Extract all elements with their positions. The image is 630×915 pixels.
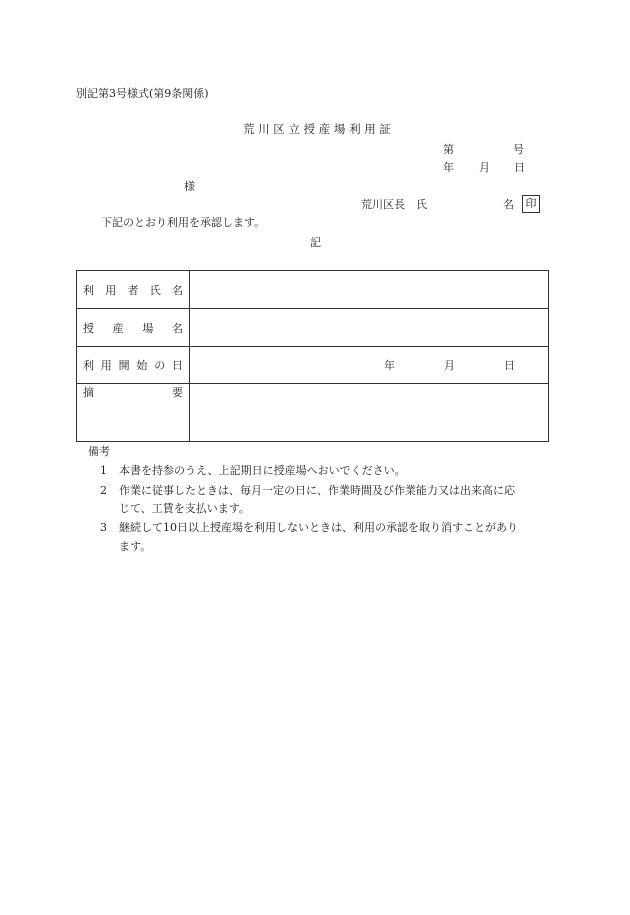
addressee-suffix: 様 [184, 180, 195, 193]
issue-date-year: 年 [443, 161, 454, 174]
start-date-month: 月 [444, 359, 455, 372]
table-row [77, 271, 549, 309]
table-row [77, 384, 549, 442]
row-label-facility-name: 授 産 場 名 [77, 309, 190, 347]
note-text: 継続して10日以上授産場を利用しないときは、利用の承認を取り消すことがあり [119, 521, 518, 534]
seal-box: 印 [522, 195, 540, 213]
ki-mark: 記 [310, 236, 321, 249]
note-number: 1 [100, 464, 107, 477]
row-label-remarks: 摘 要 [77, 384, 190, 442]
notes-heading: 備考 [88, 445, 110, 458]
note-text: ます。 [119, 540, 152, 553]
note-text: じて、工賃を支払います。 [119, 502, 250, 515]
start-date-field[interactable] [190, 347, 549, 384]
table-row [77, 347, 549, 384]
number-suffix: 号 [513, 143, 524, 156]
form-reference: 別記第3号様式(第9条関係) [76, 87, 209, 100]
row-label-start-date: 利 用 開 始 の 日 [77, 347, 190, 384]
page-title: 荒 川 区 立 授 産 場 利 用 証 [243, 122, 391, 136]
note-text: 作業に従事したときは、毎月一定の日に、作業時間及び作業能力又は出来高に応 [119, 484, 515, 497]
note-number: 2 [100, 484, 107, 497]
start-date-year: 年 [384, 359, 395, 372]
remarks-field[interactable] [190, 384, 549, 442]
number-prefix: 第 [443, 143, 454, 156]
usage-form-table [76, 270, 549, 442]
start-date-day: 日 [504, 359, 515, 372]
approval-statement: 下記のとおり利用を承認します。 [101, 216, 266, 229]
table-row [77, 309, 549, 347]
issuer-name-char: 名 [503, 198, 514, 211]
note-text: 本書を持参のうえ、上記期日に授産場へおいでください。 [119, 464, 406, 477]
note-number: 3 [100, 521, 107, 534]
issue-date-month: 月 [479, 161, 490, 174]
user-name-field[interactable] [190, 271, 549, 309]
facility-name-field[interactable] [190, 309, 549, 347]
row-label-user-name: 利 用 者 氏 名 [77, 271, 190, 309]
issue-date-day: 日 [514, 161, 525, 174]
issuer-title: 荒川区長 氏 [361, 198, 427, 211]
